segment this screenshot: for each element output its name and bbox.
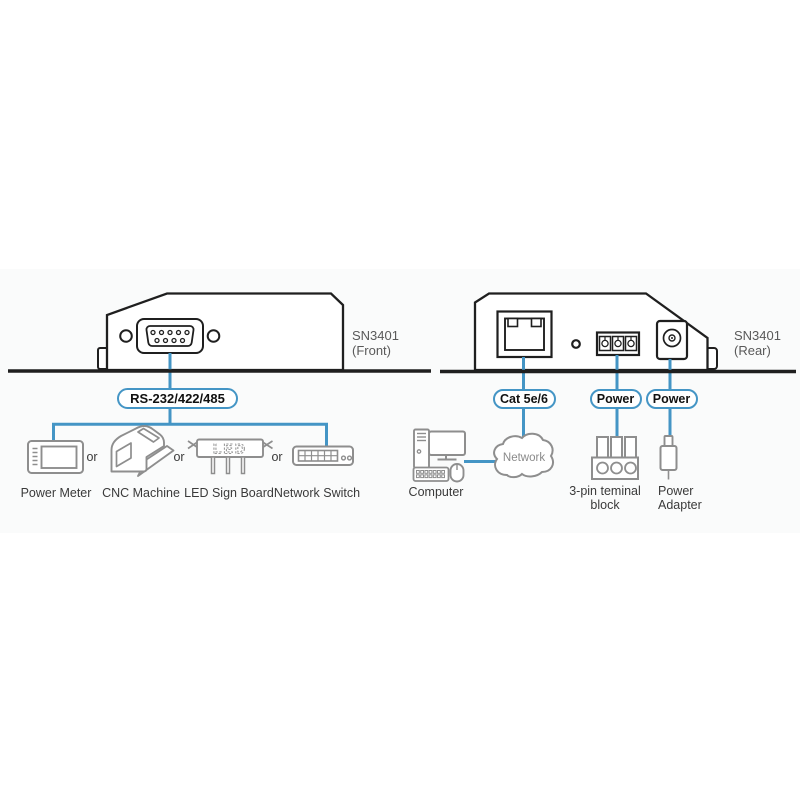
or-separator-2: or <box>173 450 185 464</box>
power-adapter-label <box>658 484 702 513</box>
front-unit-title <box>352 328 399 358</box>
rear-unit-title <box>734 328 781 358</box>
front-screw-left <box>120 330 132 342</box>
rj45-lan-port <box>498 312 552 358</box>
rear-unit-view: (Rear) <box>734 343 771 358</box>
power-meter-icon <box>28 441 83 473</box>
sn3401-front-unit <box>98 294 343 371</box>
terminal-block-label-line1: 3-pin teminal <box>569 483 641 498</box>
power-adapter-label-line1: Power <box>658 483 694 498</box>
jack-power-badge: Power <box>646 389 698 410</box>
terminal-block-icon <box>592 437 638 479</box>
rear-unit-model: SN3401 <box>734 328 781 343</box>
front-unit-model: SN3401 <box>352 328 399 343</box>
led-sign-board-label: LED Sign Board <box>184 486 274 500</box>
computer-icon <box>414 430 466 482</box>
reset-pinhole <box>572 340 580 348</box>
terminal-block-label-line2: block <box>590 498 620 512</box>
serial-port-badge: RS-232/422/485 <box>117 388 238 409</box>
lan-cable-badge: Cat 5e/6 <box>493 389 556 410</box>
network-switch-icon <box>293 447 353 466</box>
sn3401-rear-unit <box>475 294 717 371</box>
computer-label: Computer <box>408 484 464 499</box>
cnc-machine-icon <box>112 426 174 476</box>
terminal-block-label <box>569 484 641 513</box>
network-switch-label: Network Switch <box>273 486 361 500</box>
power-adapter-label-line2: Adapter <box>658 498 702 512</box>
rear-terminal-block-port <box>597 333 639 356</box>
front-screw-right <box>208 330 220 342</box>
led-board-text: LED <box>213 440 247 457</box>
led-sign-board-icon <box>188 440 273 474</box>
cnc-machine-label: CNC Machine <box>102 486 180 500</box>
terminal-power-badge: Power <box>590 389 642 410</box>
front-unit-view: (Front) <box>352 343 391 358</box>
power-meter-label: Power Meter <box>20 486 92 500</box>
or-separator-1: or <box>86 450 98 464</box>
db9-dsub-shell <box>146 326 193 346</box>
power-adapter-icon <box>661 436 677 480</box>
network-cloud-label: Network <box>502 452 546 464</box>
or-separator-3: or <box>271 450 283 464</box>
dc-power-jack <box>657 321 687 359</box>
